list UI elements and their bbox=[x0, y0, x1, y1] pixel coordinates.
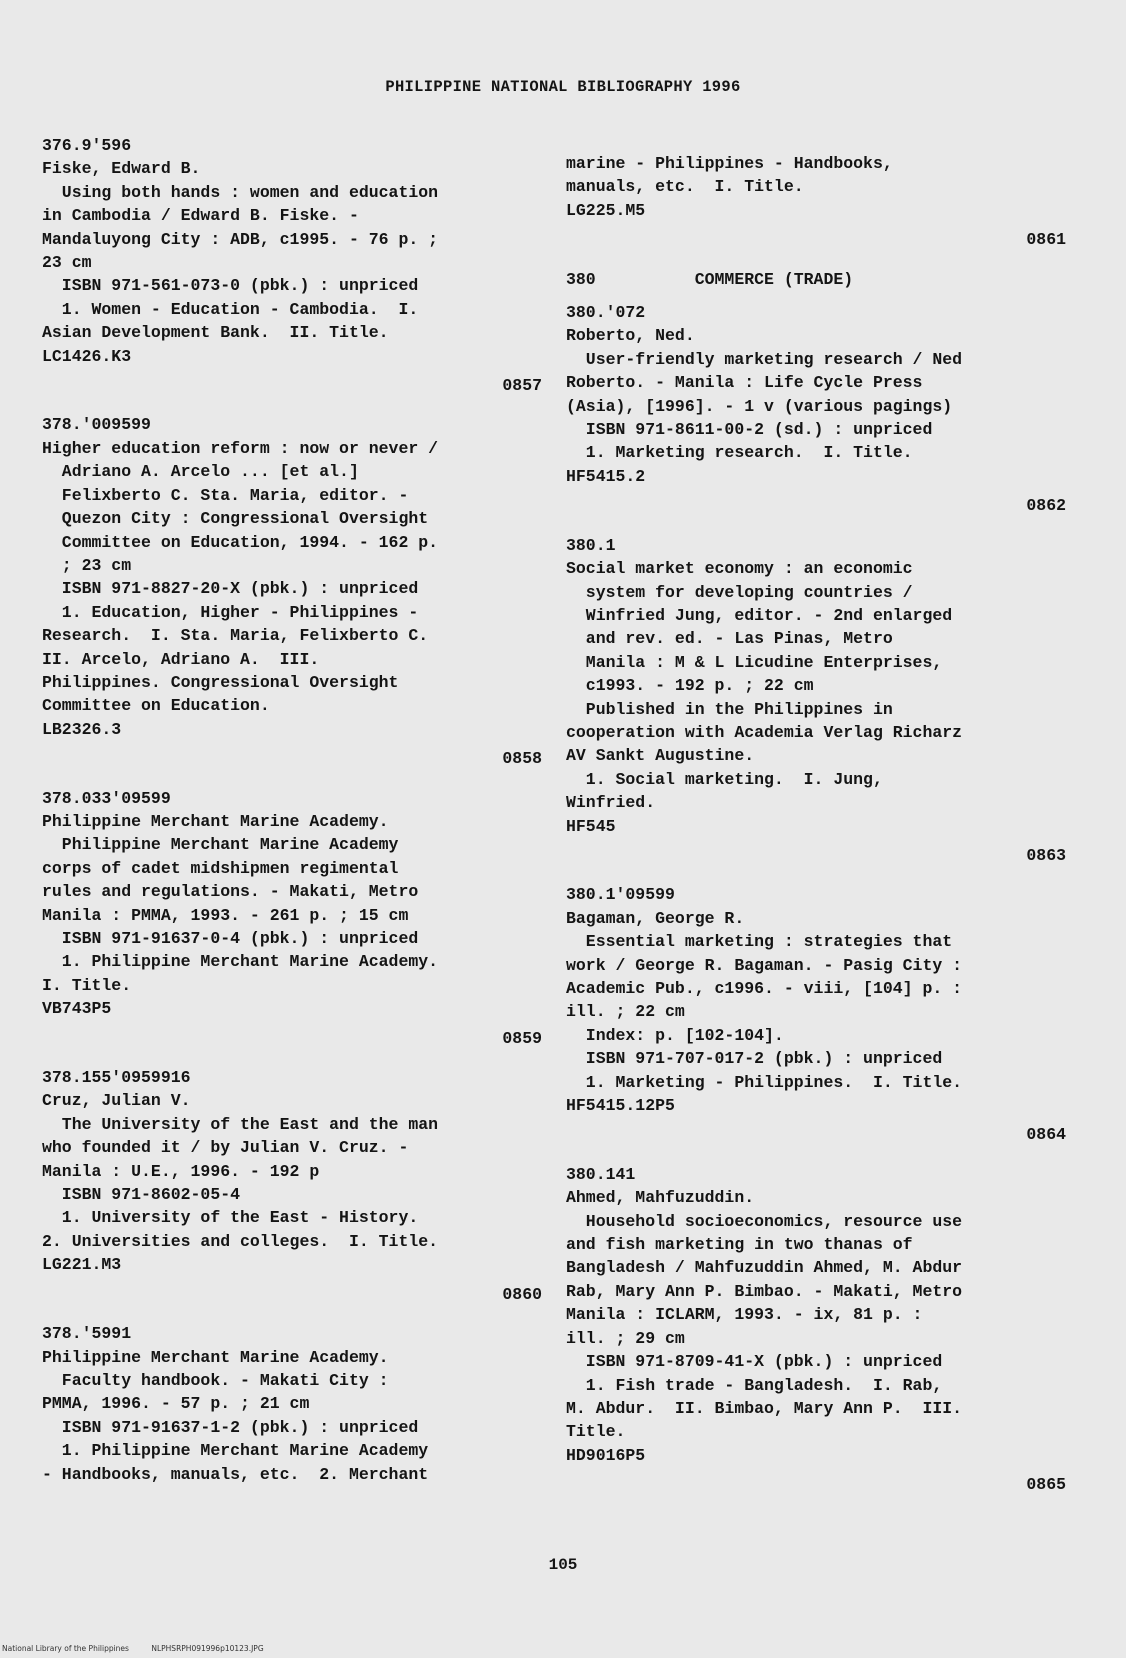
entry-line: 378.155'0959916 bbox=[42, 1068, 191, 1088]
entry-line: Philippines. Congressional Oversight bbox=[42, 672, 399, 692]
entry-line: Index: p. [102-104]. bbox=[566, 1025, 784, 1045]
entry-number: 0859 bbox=[502, 1028, 542, 1048]
entry-line: corps of cadet midshipmen regimental bbox=[42, 858, 399, 878]
entry-line: ill. ; 22 cm bbox=[566, 1002, 685, 1022]
page-header: PHILIPPINE NATIONAL BIBLIOGRAPHY 1996 bbox=[385, 78, 741, 96]
entry-line: Manila : PMMA, 1993. - 261 p. ; 15 cm bbox=[42, 905, 409, 925]
entry-line: c1993. - 192 p. ; 22 cm bbox=[566, 676, 814, 696]
entry-line: 1. Education, Higher - Philippines - bbox=[42, 602, 419, 622]
entry-number: 0863 bbox=[1026, 845, 1066, 865]
entry-line: 380.1 bbox=[566, 535, 616, 555]
footer-file: NLPHSRPH091996p10123.JPG bbox=[151, 1644, 264, 1653]
entry-line: Using both hands : women and education bbox=[42, 182, 439, 202]
entry-line: Cruz, Julian V. bbox=[42, 1091, 191, 1111]
entry-number: 0860 bbox=[502, 1284, 542, 1304]
right-column bbox=[566, 152, 1066, 1513]
entry-line: Higher education reform : now or never / bbox=[42, 438, 439, 458]
entry-line: manuals, etc. I. Title. bbox=[566, 177, 804, 197]
entry-line: ISBN 971-707-017-2 (pbk.) : unpriced bbox=[566, 1049, 943, 1069]
entry-line: work / George R. Bagaman. - Pasig City : bbox=[566, 955, 963, 975]
entry-line: ill. ; 29 cm bbox=[566, 1328, 685, 1348]
entry-number: 0862 bbox=[1026, 496, 1066, 516]
entry-line: system for developing countries / bbox=[566, 582, 913, 602]
entry-line: and fish marketing in two thanas of bbox=[566, 1235, 913, 1255]
entry-0865 bbox=[566, 1163, 1066, 1497]
entry-line: 1. Philippine Merchant Marine Academy bbox=[42, 1441, 429, 1461]
page-number: 105 bbox=[548, 1556, 578, 1574]
entry-line: 1. Philippine Merchant Marine Academy. bbox=[42, 952, 439, 972]
entry-line: 380.'072 bbox=[566, 303, 646, 323]
entry-line: Essential marketing : strategies that bbox=[566, 932, 953, 952]
entry-line: Title. bbox=[566, 1422, 626, 1442]
left-column bbox=[42, 134, 542, 1486]
entry-line: Bagaman, George R. bbox=[566, 908, 745, 928]
entry-line: 1. Marketing research. I. Title. bbox=[566, 443, 913, 463]
entry-number: 0861 bbox=[1026, 230, 1066, 250]
entry-line: ISBN 971-91637-1-2 (pbk.) : unpriced bbox=[42, 1417, 419, 1437]
entry-line: AV Sankt Augustine. bbox=[566, 746, 755, 766]
entry-line: - Handbooks, manuals, etc. 2. Merchant bbox=[42, 1464, 429, 1484]
entry-line: Social market economy : an economic bbox=[566, 559, 913, 579]
entry-line: Bangladesh / Mahfuzuddin Ahmed, M. Abdur bbox=[566, 1258, 963, 1278]
entry-line: Roberto, Ned. bbox=[566, 326, 695, 346]
entry-line: I. Title. bbox=[42, 975, 132, 995]
entry-number: 0865 bbox=[1026, 1475, 1066, 1495]
entry-continued bbox=[42, 1322, 542, 1486]
entry-0857 bbox=[42, 134, 542, 397]
entry-line: ISBN 971-8611-00-2 (sd.) : unpriced bbox=[566, 420, 933, 440]
entry-line: LG221.M3 bbox=[42, 1255, 122, 1275]
entry-line: ISBN 971-8709-41-X (pbk.) : unpriced bbox=[566, 1352, 943, 1372]
entry-line: Mandaluyong City : ADB, c1995. - 76 p. ; bbox=[42, 229, 439, 249]
entry-line: LG225.M5 bbox=[566, 200, 646, 220]
entry-line: 23 cm bbox=[42, 253, 92, 273]
entry-line: HF5415.2 bbox=[566, 466, 646, 486]
entry-line: 380.1'09599 bbox=[566, 885, 675, 905]
entry-line: 1. Fish trade - Bangladesh. I. Rab, bbox=[566, 1375, 943, 1395]
entry-line: ISBN 971-91637-0-4 (pbk.) : unpriced bbox=[42, 929, 419, 948]
entry-line: Asian Development Bank. II. Title. bbox=[42, 323, 389, 343]
entry-line: Faculty handbook. - Makati City : bbox=[42, 1370, 389, 1390]
entry-line: (Asia), [1996]. - 1 v (various pagings) bbox=[566, 396, 953, 416]
entry-0860 bbox=[42, 1066, 542, 1306]
entry-line: Manila : U.E., 1996. - 192 p bbox=[42, 1161, 320, 1181]
entry-line: marine - Philippines - Handbooks, bbox=[566, 154, 893, 173]
entry-line: HD9016P5 bbox=[566, 1445, 646, 1465]
entry-0858 bbox=[42, 413, 542, 770]
entry-line: LC1426.K3 bbox=[42, 346, 132, 366]
entry-line: Published in the Philippines in bbox=[566, 699, 893, 719]
entry-line: 1. Marketing - Philippines. I. Title. bbox=[566, 1072, 963, 1092]
entry-line: Manila : ICLARM, 1993. - ix, 81 p. : bbox=[566, 1305, 923, 1325]
entry-line: The University of the East and the man bbox=[42, 1114, 439, 1134]
entry-line: 378.033'09599 bbox=[42, 788, 171, 808]
entry-number: 0857 bbox=[502, 376, 542, 396]
entry-0863 bbox=[566, 534, 1066, 868]
entry-line: 378.'5991 bbox=[42, 1324, 132, 1344]
entry-line: Roberto. - Manila : Life Cycle Press bbox=[566, 373, 923, 393]
entry-line: in Cambodia / Edward B. Fiske. - bbox=[42, 206, 359, 226]
entry-line: ; 23 cm bbox=[42, 555, 132, 575]
entry-0864 bbox=[566, 883, 1066, 1146]
entry-line: who founded it / by Julian V. Cruz. - bbox=[42, 1138, 409, 1158]
entry-line: 2. Universities and colleges. I. Title. bbox=[42, 1231, 439, 1251]
entry-line: PMMA, 1996. - 57 p. ; 21 cm bbox=[42, 1394, 310, 1414]
entry-line: Research. I. Sta. Maria, Felixberto C. bbox=[42, 626, 429, 646]
entry-line: Felixberto C. Sta. Maria, editor. - bbox=[42, 485, 409, 505]
entry-line: Committee on Education. bbox=[42, 696, 270, 716]
entry-line: ISBN 971-8827-20-X (pbk.) : unpriced bbox=[42, 579, 419, 599]
entry-line: HF5415.12P5 bbox=[566, 1096, 675, 1116]
entry-line: M. Abdur. II. Bimbao, Mary Ann P. III. bbox=[566, 1398, 963, 1418]
entry-line: 1. Women - Education - Cambodia. I. bbox=[42, 299, 419, 319]
entry-line: Philippine Merchant Marine Academy bbox=[42, 835, 399, 855]
entry-line: Academic Pub., c1996. - viii, [104] p. : bbox=[566, 979, 963, 998]
entry-line: User-friendly marketing research / Ned bbox=[566, 349, 963, 369]
entry-line: II. Arcelo, Adriano A. III. bbox=[42, 649, 320, 669]
entry-line: Household socioeconomics, resource use bbox=[566, 1211, 963, 1231]
entry-number: 0858 bbox=[502, 749, 542, 769]
entry-line: LB2326.3 bbox=[42, 719, 122, 739]
entry-line: 378.'009599 bbox=[42, 415, 151, 435]
entry-line: Quezon City : Congressional Oversight bbox=[42, 509, 429, 529]
entry-line: Philippine Merchant Marine Academy. bbox=[42, 811, 389, 831]
entry-line: VB743P5 bbox=[42, 999, 112, 1019]
entry-line: 1. Social marketing. I. Jung, bbox=[566, 769, 883, 789]
entry-line: Fiske, Edward B. bbox=[42, 159, 201, 179]
entry-line: Manila : M & L Licudine Enterprises, bbox=[566, 652, 943, 672]
entry-line: cooperation with Academia Verlag Richarz bbox=[566, 722, 963, 742]
entry-line: ISBN 971-8602-05-4 bbox=[42, 1185, 241, 1205]
scan-footer bbox=[2, 1644, 284, 1653]
entry-line: HF545 bbox=[566, 816, 616, 836]
entry-line: ISBN 971-561-073-0 (pbk.) : unpriced bbox=[42, 276, 419, 296]
entry-line: rules and regulations. - Makati, Metro bbox=[42, 882, 419, 902]
entry-line: 380.141 bbox=[566, 1164, 636, 1184]
entry-0859 bbox=[42, 787, 542, 1050]
entry-line: Winfried Jung, editor. - 2nd enlarged bbox=[566, 605, 953, 625]
entry-line: Philippine Merchant Marine Academy. bbox=[42, 1347, 389, 1367]
entry-line: Rab, Mary Ann P. Bimbao. - Makati, Metro bbox=[566, 1281, 963, 1301]
footer-library: National Library of the Philippines bbox=[2, 1644, 129, 1653]
entry-line: Winfried. bbox=[566, 793, 656, 813]
entry-line: 1. University of the East - History. bbox=[42, 1208, 419, 1228]
entry-0861 bbox=[566, 152, 1066, 252]
entry-0862 bbox=[566, 301, 1066, 518]
entry-number: 0864 bbox=[1026, 1125, 1066, 1145]
entry-line: Committee on Education, 1994. - 162 p. bbox=[42, 532, 439, 552]
entry-line: 376.9'596 bbox=[42, 136, 132, 155]
section-heading: 380 COMMERCE (TRADE) bbox=[566, 269, 854, 289]
entry-line: Ahmed, Mahfuzuddin. bbox=[566, 1188, 755, 1208]
entry-line: and rev. ed. - Las Pinas, Metro bbox=[566, 629, 893, 649]
entry-line: Adriano A. Arcelo ... [et al.] bbox=[42, 462, 359, 482]
